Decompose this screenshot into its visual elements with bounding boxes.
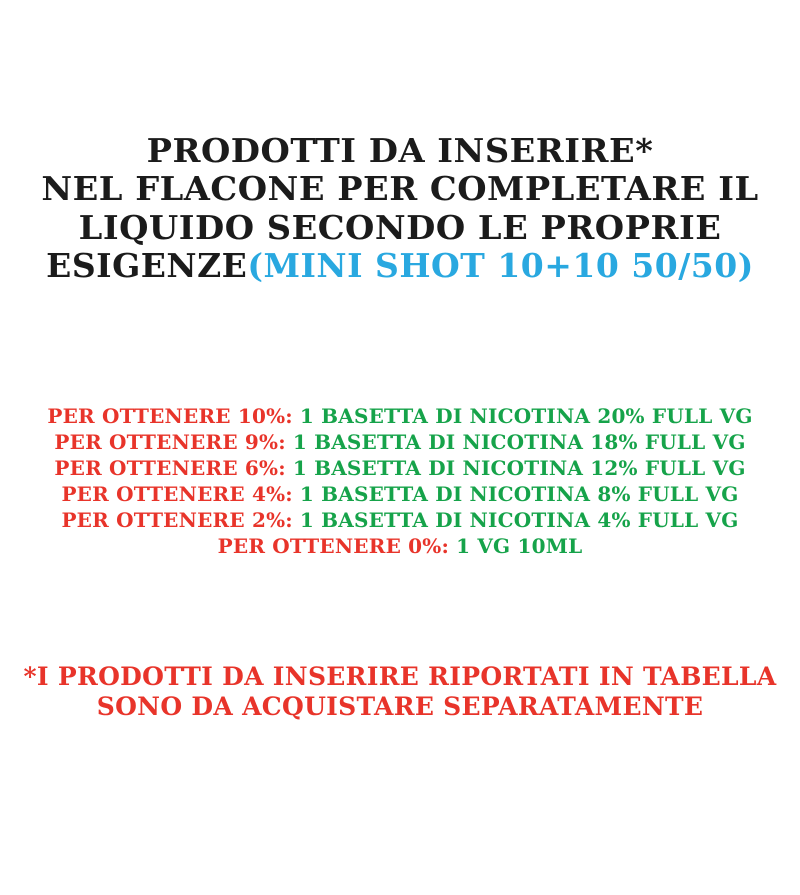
table-row <box>0 455 800 481</box>
footnote <box>0 662 800 722</box>
table-row <box>0 429 800 455</box>
ratio-value: 1 BASETTA DI NICOTINA 8% FULL VG <box>299 482 739 506</box>
page-title <box>0 132 800 285</box>
ratio-label: PER OTTENERE 10%: <box>47 404 293 428</box>
ratio-label: PER OTTENERE 9%: <box>54 430 286 454</box>
title-line-4-blue: (MINI SHOT 10+10 50/50) <box>247 245 754 285</box>
ratio-value: 1 VG 10ML <box>456 534 583 558</box>
ratio-value: 1 BASETTA DI NICOTINA 20% FULL VG <box>299 404 753 428</box>
ratio-label: PER OTTENERE 0%: <box>217 534 450 558</box>
ratio-value: 1 BASETTA DI NICOTINA 18% FULL VG <box>292 430 746 454</box>
table-row <box>0 507 800 533</box>
table-row <box>0 481 800 507</box>
nicotine-ratio-table <box>0 403 800 559</box>
table-row <box>0 403 800 429</box>
title-line-4-black: ESIGENZE <box>46 245 248 285</box>
title-line-1: PRODOTTI DA INSERIRE* <box>146 131 654 170</box>
ratio-label: PER OTTENERE 2%: <box>61 508 293 532</box>
title-line-4 <box>0 247 800 285</box>
ratio-value: 1 BASETTA DI NICOTINA 12% FULL VG <box>292 456 746 480</box>
title-line-3: LIQUIDO SECONDO LE PROPRIE <box>78 207 722 247</box>
ratio-label: PER OTTENERE 4%: <box>61 482 293 506</box>
ratio-label: PER OTTENERE 6%: <box>54 456 286 480</box>
table-row <box>0 533 800 559</box>
footnote-line-2: SONO DA ACQUISTARE SEPARATAMENTE <box>96 692 704 721</box>
ratio-value: 1 BASETTA DI NICOTINA 4% FULL VG <box>299 508 739 532</box>
footnote-line-1: *I PRODOTTI DA INSERIRE RIPORTATI IN TABELLA <box>23 662 777 691</box>
title-line-2: NEL FLACONE PER COMPLETARE IL <box>41 169 759 209</box>
